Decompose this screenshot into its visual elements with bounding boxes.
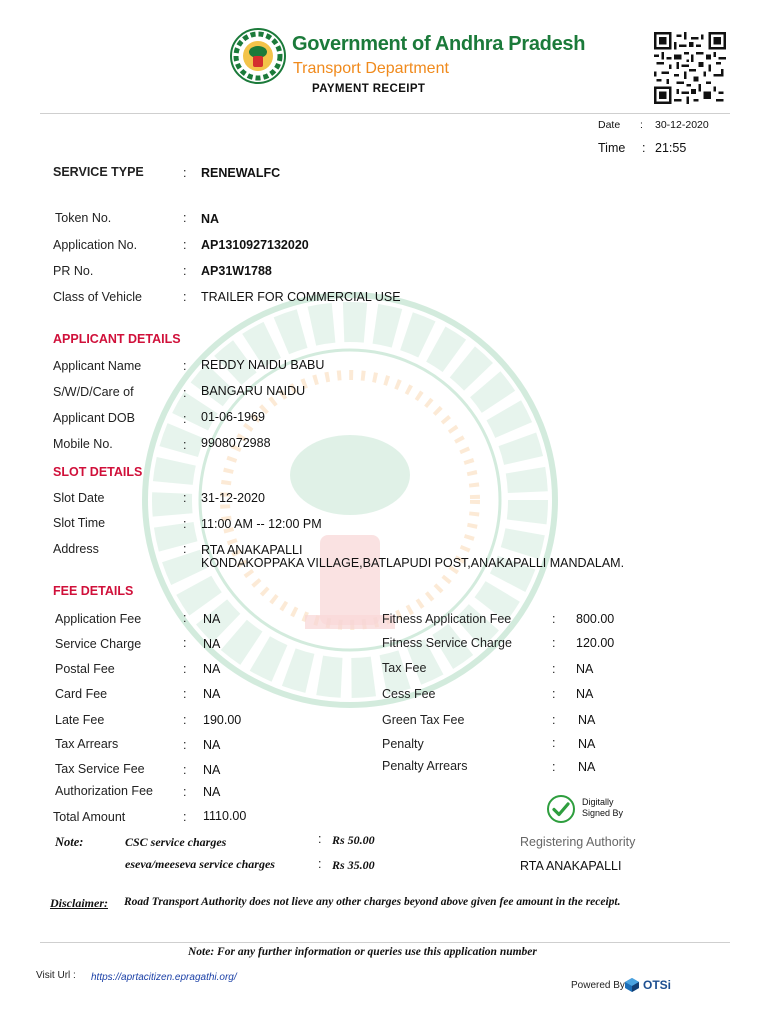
penalty-arrears-label: Penalty Arrears — [382, 759, 468, 773]
tax-fee-value: NA — [576, 662, 594, 676]
service-charge-colon: : — [183, 636, 187, 650]
ap-government-logo — [230, 28, 286, 84]
total-amount-colon: : — [183, 810, 187, 824]
postal-fee-colon: : — [183, 662, 187, 676]
footer-note: Note: For any further information or queries use this application number — [188, 946, 537, 958]
applicant-dob-label: Applicant DOB — [53, 411, 135, 425]
fitness-application-fee-colon: : — [552, 612, 556, 626]
time-label: Time — [598, 141, 626, 155]
tax-arrears-value: NA — [203, 738, 221, 752]
registering-authority-label: Registering Authority — [520, 835, 636, 849]
green-tax-fee-colon: : — [552, 713, 556, 727]
fee-details-heading: FEE DETAILS — [53, 584, 134, 598]
mobile-no-label: Mobile No. — [53, 437, 113, 451]
slot-date-label: Slot Date — [53, 491, 105, 505]
slot-date-colon: : — [183, 491, 187, 505]
mobile-no-value: 9908072988 — [201, 436, 271, 450]
care-of-label: S/W/D/Care of — [53, 385, 134, 399]
postal-fee-value: NA — [203, 662, 221, 676]
receipt-title: PAYMENT RECEIPT — [312, 83, 426, 95]
late-fee-label: Late Fee — [55, 713, 105, 727]
department-title: Transport Department — [293, 60, 449, 77]
government-title: Government of Andhra Pradesh — [292, 33, 586, 55]
applicant-dob-colon: : — [183, 412, 187, 426]
digitally-line: Digitally — [582, 797, 614, 807]
date-colon: : — [640, 119, 643, 131]
visit-url-label: Visit Url : — [36, 970, 76, 981]
application-no-colon: : — [183, 238, 187, 252]
green-tax-fee-value: NA — [578, 713, 596, 727]
tax-service-fee-value: NA — [203, 763, 221, 777]
powered-by-label: Powered By — [571, 980, 625, 991]
authorization-fee-colon: : — [183, 785, 187, 799]
penalty-arrears-colon: : — [552, 760, 556, 774]
tax-arrears-colon: : — [183, 738, 187, 752]
csc-charges-label: CSC service charges — [125, 835, 227, 849]
total-amount-value: 1110.00 — [203, 809, 247, 823]
cess-fee-value: NA — [576, 687, 594, 701]
service-charge-label: Service Charge — [55, 637, 142, 651]
class-of-vehicle-colon: : — [183, 290, 187, 304]
digitally-signed-text — [582, 797, 642, 819]
penalty-arrears-value: NA — [578, 760, 596, 774]
applicant-name-colon: : — [183, 359, 187, 373]
token-no-colon: : — [183, 211, 187, 225]
address-line-1: RTA ANAKAPALLI — [201, 543, 303, 557]
header-divider — [40, 113, 730, 114]
applicant-name-value: REDDY NAIDU BABU — [201, 358, 325, 372]
visit-url-link[interactable]: https://aprtacitizen.epragathi.org/ — [91, 972, 237, 983]
fitness-service-charge-label: Fitness Service Charge — [382, 636, 512, 650]
address-colon: : — [183, 542, 187, 556]
pr-no-label: PR No. — [53, 264, 94, 278]
disclaimer-text: Road Transport Authority does not lieve any other charges beyond above given fee amount in the receipt. — [124, 896, 621, 908]
tax-service-fee-colon: : — [183, 763, 187, 777]
note-label: Note: — [55, 835, 84, 849]
csc-charges-value: Rs 50.00 — [332, 833, 375, 847]
class-of-vehicle-value: TRAILER FOR COMMERCIAL USE — [201, 290, 401, 304]
registering-authority-value: RTA ANAKAPALLI — [520, 859, 622, 873]
applicant-details-heading: APPLICANT DETAILS — [53, 332, 181, 346]
tax-arrears-label: Tax Arrears — [55, 737, 119, 751]
tax-service-fee-label: Tax Service Fee — [55, 762, 145, 776]
token-no-value: NA — [201, 212, 220, 226]
fitness-service-charge-colon: : — [552, 636, 556, 650]
ap-emblem-watermark — [135, 285, 565, 715]
card-fee-value: NA — [203, 687, 221, 701]
slot-time-value: 11:00 AM -- 12:00 PM — [201, 517, 322, 531]
applicant-dob-value: 01-06-1969 — [201, 410, 265, 424]
pr-no-colon: : — [183, 264, 187, 278]
tax-fee-colon: : — [552, 662, 556, 676]
application-fee-colon: : — [183, 611, 187, 625]
total-amount-label: Total Amount — [53, 810, 126, 824]
address-line-2: KONDAKOPPAKA VILLAGE,BATLAPUDI POST,ANAKAPALLI MANDALAM. — [201, 556, 625, 570]
mobile-no-colon: : — [183, 438, 187, 452]
penalty-colon: : — [552, 736, 556, 750]
eseva-charges-colon: : — [318, 857, 322, 871]
qr-code — [652, 32, 728, 104]
slot-time-label: Slot Time — [53, 516, 106, 530]
service-charge-value: NA — [203, 637, 221, 651]
date-value: 30-12-2020 — [655, 119, 709, 131]
application-no-value: AP1310927132020 — [201, 238, 309, 252]
token-no-label: Token No. — [55, 211, 112, 225]
csc-charges-colon: : — [318, 832, 322, 846]
service-type-colon: : — [183, 166, 187, 180]
application-fee-value: NA — [203, 612, 221, 626]
fitness-service-charge-value: 120.00 — [576, 636, 615, 650]
slot-time-colon: : — [183, 517, 187, 531]
penalty-label: Penalty — [382, 737, 424, 751]
address-label: Address — [53, 542, 99, 556]
slot-date-value: 31-12-2020 — [201, 491, 265, 505]
date-label: Date — [598, 119, 621, 131]
applicant-name-label: Applicant Name — [53, 359, 142, 373]
checkmark-icon — [546, 794, 576, 824]
authorization-fee-value: NA — [203, 785, 221, 799]
tax-fee-label: Tax Fee — [382, 661, 427, 675]
application-no-label: Application No. — [53, 238, 138, 252]
signed-by-line: Signed By — [582, 808, 624, 818]
fitness-application-fee-value: 800.00 — [576, 612, 615, 626]
otsi-brand: OTSi — [643, 978, 672, 992]
pr-no-value: AP31W1788 — [201, 264, 272, 278]
late-fee-colon: : — [183, 713, 187, 727]
card-fee-label: Card Fee — [55, 687, 108, 701]
eseva-charges-label: eseva/meeseva service charges — [125, 857, 275, 871]
footer-divider — [40, 942, 730, 943]
class-of-vehicle-label: Class of Vehicle — [53, 290, 142, 304]
otsi-logo-icon — [624, 977, 640, 993]
slot-details-heading: SLOT DETAILS — [53, 465, 143, 479]
disclaimer-label: Disclaimer: — [50, 896, 108, 910]
fitness-application-fee-label: Fitness Application Fee — [382, 612, 512, 626]
authorization-fee-label: Authorization Fee — [55, 784, 153, 798]
eseva-charges-value: Rs 35.00 — [332, 858, 375, 872]
late-fee-value: 190.00 — [203, 713, 242, 727]
postal-fee-label: Postal Fee — [55, 662, 115, 676]
care-of-colon: : — [183, 386, 187, 400]
time-value: 21:55 — [655, 141, 687, 155]
card-fee-colon: : — [183, 687, 187, 701]
service-type-value: RENEWALFC — [201, 166, 281, 180]
green-tax-fee-label: Green Tax Fee — [382, 713, 465, 727]
cess-fee-colon: : — [552, 687, 556, 701]
penalty-value: NA — [578, 737, 596, 751]
care-of-value: BANGARU NAIDU — [201, 384, 306, 398]
time-colon: : — [642, 141, 646, 155]
service-type-label: SERVICE TYPE — [53, 165, 144, 179]
cess-fee-label: Cess Fee — [382, 687, 436, 701]
application-fee-label: Application Fee — [55, 612, 142, 626]
